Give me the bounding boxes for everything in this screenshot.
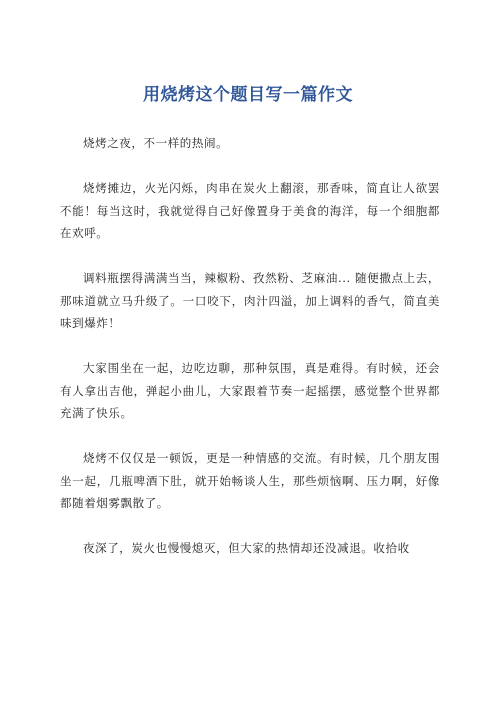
paragraph-2: 烧烤摊边，火光闪烁，肉串在炭火上翻滚，那香味，简直让人欲罢不能！每当这时，我就觉得自己好像置身于美食的海洋，每一个细胞都在欢呼。 [60,181,440,240]
paragraph-1: 烧烤之夜，不一样的热闹。 [83,136,229,150]
document-title: 用烧烤这个题目写一篇作文 [143,85,353,105]
paragraph-5: 烧烤不仅仅是一顿饭，更是一种情感的交流。有时候，几个朋友围坐一起，几瓶啤酒下肚，就开始畅谈人生，那些烦恼啊、压力啊，好像都随着烟雾飘散了。 [60,451,440,510]
paragraph-3: 调料瓶摆得满满当当，辣椒粉、孜然粉、芝麻油... 随便撒点上去，那味道就立马升级了。一口咬下，肉汁四溢，加上调料的香气，简直美味到爆炸！ [60,271,440,330]
paragraph-4: 大家围坐在一起，边吃边聊，那种氛围，真是难得。有时候，还会有人拿出吉他，弹起小曲儿，大家跟着节奏一起摇摆，感觉整个世界都充满了快乐。 [60,361,440,420]
document-body [60,132,440,582]
paragraph-6: 夜深了，炭火也慢慢熄灭，但大家的热情却还没减退。收拾收 [83,541,410,555]
